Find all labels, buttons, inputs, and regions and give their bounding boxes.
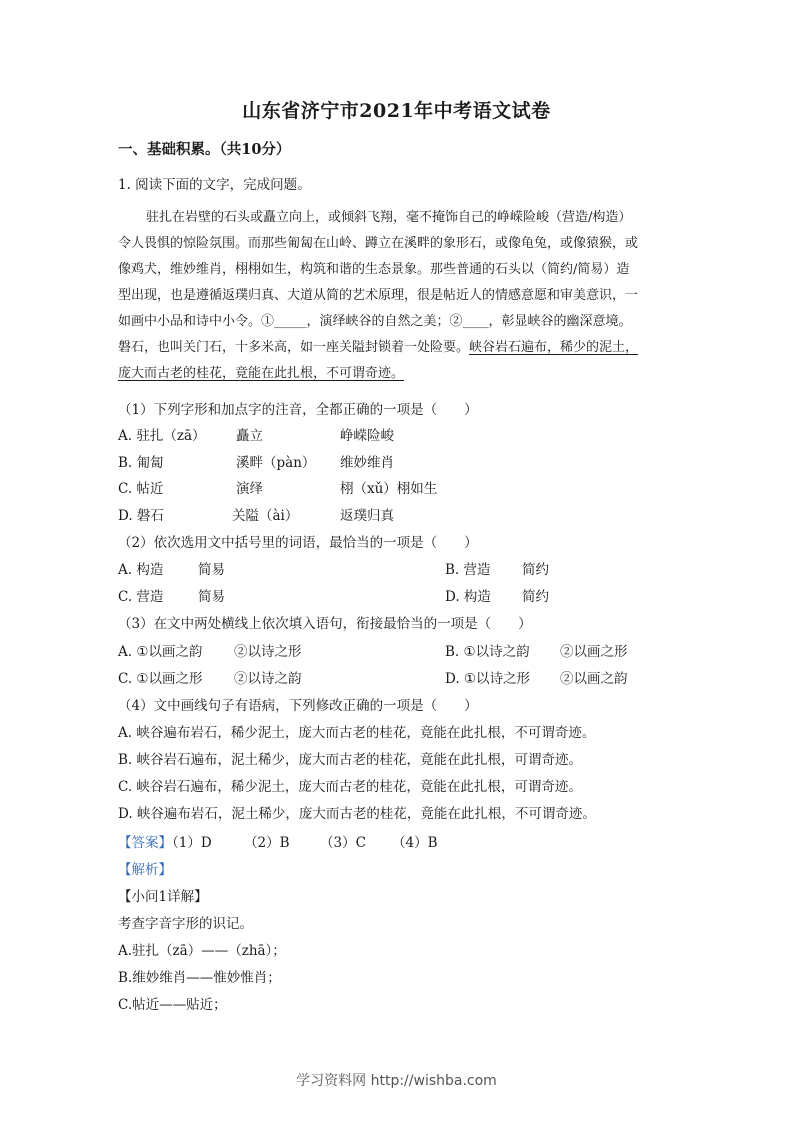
question-stem: （1）下列字形和加点字的注音，全都正确的一项是（ ） [118,402,478,418]
passage-line [118,336,638,355]
passage-text: 磐石，也叫关门石，十多米高，如一座关隘封锁着一处险要。 [118,340,470,355]
option-d-word: 关隘（ài） [232,508,299,524]
answer-2: （2）B [244,835,290,851]
option-d: D. 构造 [445,589,491,605]
option-c: C. 营造 [118,589,164,605]
option-b-word: 简约 [522,562,549,578]
answer-label: 【答案】 [118,835,172,851]
option-d: D. 磐石 [118,508,164,524]
footer-watermark: 学习资料网 http://wishba.com [296,1073,497,1089]
option-a-word: ②以诗之形 [234,644,302,660]
option-b: B. 峡谷岩石遍布，泥土稀少，庞大而古老的桂花，竟能在此扎根，可谓奇迹。 [118,752,583,768]
page-title: 山东省济宁市2021年中考语文试卷 [242,100,551,122]
answer-row [118,831,212,851]
option-c-word: 演绎 [236,481,263,497]
option-a: A. 构造 [118,562,164,578]
question-stem: （4）文中画线句子有语病，下列修改正确的一项是（ ） [118,698,478,714]
option-b-word: 维妙维肖 [340,455,394,471]
option-d-word: 简约 [522,589,549,605]
explanation-line: B.维妙维肖——惟妙惟肖； [118,970,281,986]
option-a: A. ①以画之韵 [118,644,203,660]
option-a: A. 驻扎（zā） [118,428,206,444]
question-stem: （2）依次选用文中括号里的词语，最恰当的一项是（ ） [118,535,478,551]
option-c-word: 简易 [198,589,225,605]
passage-line: 型出现，也是遵循返璞归真、大道从简的艺术原理，很是帖近人的情感意愿和审美意识，一 [118,288,639,303]
underlined-sentence: 庞大而古老的桂花，竟能在此扎根，不可谓奇迹。 [118,366,405,381]
option-a: A. 峡谷遍布岩石，稀少泥土，庞大而古老的桂花，竟能在此扎根，不可谓奇迹。 [118,725,596,741]
answer-4: （4）B [392,835,438,851]
reading-passage [118,206,678,386]
option-b: B. ①以诗之韵 [445,644,530,660]
option-b: B. 匍匐 [118,455,164,471]
option-c-word: ②以诗之韵 [234,671,302,687]
question-intro: 1. 阅读下面的文字，完成问题。 [118,177,311,193]
option-c: C. ①以画之形 [118,671,203,687]
explanation-line: 考查字音字形的识记。 [118,916,253,932]
option-d: D. ①以诗之形 [445,671,531,687]
option-a-word: 矗立 [236,428,263,444]
option-c: C. 帖近 [118,481,164,497]
explanation-line: A.驻扎（zā）——（zhā）； [118,943,286,959]
passage-line: 像鸡犬，维妙维肖，栩栩如生，构筑和谐的生态景象。那些普通的石头以（简约/简易）造 [118,262,630,277]
answer-3: （3）C [320,835,366,851]
option-b-word: 溪畔（pàn） [236,455,316,471]
explanation-line: C.帖近——贴近； [118,997,227,1013]
option-b-word: ②以画之形 [560,644,628,660]
option-a-word: 峥嵘险峻 [340,428,394,444]
section-heading: 一、基础积累。（共10分） [118,141,291,158]
option-c: C. 峡谷岩石遍布，稀少泥土，庞大而古老的桂花，竟能在此扎根，可谓奇迹。 [118,779,582,795]
option-c-word: 栩（xǔ）栩如生 [340,481,438,497]
underlined-sentence: 峡谷岩石遍布，稀少的泥土， [469,340,639,355]
sub-question-label: 【小问1详解】 [118,889,208,905]
passage-line: 令人畏惧的惊险氛围。而那些匍匐在山岭、蹲立在溪畔的象形石，或像龟兔，或像猿猴，或 [118,236,639,251]
question-stem: （3）在文中两处横线上依次填入语句，衔接最恰当的一项是（ ） [118,616,532,632]
analysis-label: 【解析】 [118,862,172,878]
answer-1: （1）D [172,835,212,851]
option-d: D. 峡谷遍布岩石，泥土稀少，庞大而古老的桂花，竟能在此扎根，不可谓奇迹。 [118,806,596,822]
option-b: B. 营造 [445,562,491,578]
passage-line: 驻扎在岩壁的石头或矗立向上，或倾斜飞翔，毫不掩饰自己的峥嵘险峻（营造/构造） [146,210,632,225]
passage-line: 如画中小品和诗中小令。①_____，演绎峡谷的自然之美；②____，彰显峡谷的幽深意境。 [118,314,632,329]
option-a-word: 简易 [198,562,225,578]
option-d-word: 返璞归真 [340,508,394,524]
option-d-word: ②以画之韵 [560,671,628,687]
